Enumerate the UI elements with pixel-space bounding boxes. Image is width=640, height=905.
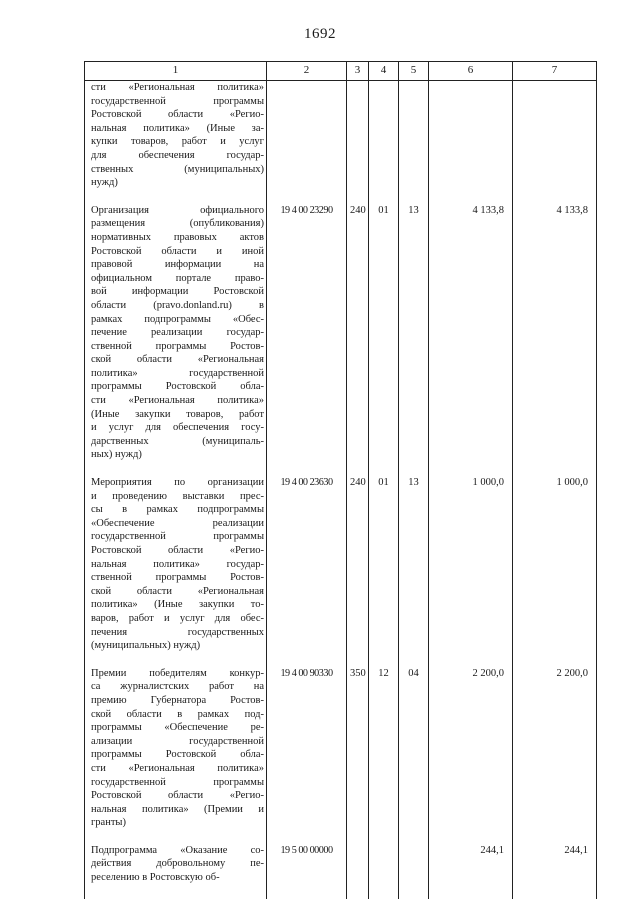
description-line: нальная политика» (Премии и: [91, 803, 264, 815]
description-line: рамках подпрограммы «Обес-: [91, 313, 264, 325]
budget-table: [84, 61, 597, 899]
description-line: печения государственных: [91, 626, 264, 638]
description-line: варов, работ и услуг для обес-: [91, 612, 264, 624]
row-kcsr-code: 19 5 00 00000: [267, 844, 347, 899]
header-col-sum2: 7: [513, 62, 597, 81]
row-vr-code: [347, 844, 369, 899]
description-line: гранты): [91, 817, 126, 829]
description-line: дарственных (муниципаль-: [91, 435, 264, 447]
description-line: официальном портале право-: [91, 272, 264, 284]
description-line: государственной программы: [91, 776, 264, 788]
row-vr-code: [347, 81, 369, 204]
row-description: [85, 844, 267, 899]
description-line: сти «Региональная политика»: [91, 762, 264, 774]
description-line: политика» (Иные закупки то-: [91, 599, 264, 611]
description-line: Ростовской области «Регио-: [91, 109, 264, 121]
description-line: купки товаров, работ и услуг: [91, 136, 264, 148]
table-body: [85, 81, 597, 899]
description-line: нальная политика» (Иные за-: [91, 122, 264, 134]
row-kcsr-code: 19 4 00 23290: [267, 204, 347, 476]
table-row: [85, 476, 597, 667]
description-line: Премии победителям конкур-: [91, 667, 264, 679]
description-line: печение реализации государ-: [91, 327, 264, 339]
row-amount-2: 4 133,8: [513, 204, 597, 476]
description-line: правовой информации на: [91, 259, 264, 271]
table-row: [85, 844, 597, 899]
description-line: (Иные закупки товаров, работ: [91, 408, 264, 420]
description-line: вой информации Ростовской: [91, 286, 264, 298]
description-line: области (pravo.donland.ru) в: [91, 299, 264, 311]
row-description: [85, 476, 267, 667]
row-amount-1: 4 133,8: [429, 204, 513, 476]
row-pr-code: [399, 844, 429, 899]
row-amount-2: 1 000,0: [513, 476, 597, 667]
description-line: ской области в рамках под-: [91, 708, 264, 720]
row-description: [85, 204, 267, 476]
description-line: «Обеспечение реализации: [91, 517, 264, 529]
row-amount-1: 2 200,0: [429, 667, 513, 844]
description-line: программы Ростовской обла-: [91, 749, 264, 761]
row-rz-code: [369, 81, 399, 204]
description-line: ственных (муниципальных): [91, 163, 264, 175]
row-kcsr-code: [267, 81, 347, 204]
row-pr-code: 04: [399, 667, 429, 844]
row-amount-2: 2 200,0: [513, 667, 597, 844]
header-col-name: 1: [85, 62, 267, 81]
description-line: государственной программы: [91, 531, 264, 543]
description-line: политика» государственной: [91, 367, 264, 379]
header-row: [85, 62, 597, 81]
description-line: Ростовской области и иной: [91, 245, 264, 257]
row-pr-code: [399, 81, 429, 204]
row-kcsr-code: 19 4 00 23630: [267, 476, 347, 667]
description-line: и проведению выставки прес-: [91, 490, 264, 502]
description-line: ской области «Региональная: [91, 585, 264, 597]
description-line: и услуг для обеспечения госу-: [91, 422, 264, 434]
table-row: [85, 81, 597, 204]
table-row: [85, 204, 597, 476]
description-line: ализации государственной: [91, 735, 264, 747]
description-line: для обеспечения государ-: [91, 149, 264, 161]
header-col-vr: 3: [347, 62, 369, 81]
row-rz-code: [369, 844, 399, 899]
row-pr-code: 13: [399, 476, 429, 667]
row-pr-code: 13: [399, 204, 429, 476]
row-description: [85, 667, 267, 844]
row-amount-1: [429, 81, 513, 204]
row-kcsr-code: 19 4 00 90330: [267, 667, 347, 844]
header-col-sum1: 6: [429, 62, 513, 81]
description-line: Ростовской области «Регио-: [91, 545, 264, 556]
description-line: действия добровольному пе-: [91, 858, 264, 870]
description-line: ных) нужд): [91, 449, 142, 461]
description-line: сти «Региональная политика»: [91, 82, 264, 93]
description-line: нужд): [91, 177, 118, 189]
row-amount-2: [513, 81, 597, 204]
description-line: Ростовской области «Регио-: [91, 790, 264, 802]
description-line: ской области «Региональная: [91, 354, 264, 366]
row-rz-code: 01: [369, 476, 399, 667]
row-rz-code: 12: [369, 667, 399, 844]
description-line: премию Губернатора Ростов-: [91, 694, 264, 706]
table-row: [85, 667, 597, 844]
page-number: 1692: [304, 26, 336, 42]
description-line: ственной программы Ростов-: [91, 572, 264, 584]
row-vr-code: 240: [347, 476, 369, 667]
row-vr-code: 350: [347, 667, 369, 844]
description-line: нальная политика» государ-: [91, 558, 264, 570]
description-line: Подпрограмма «Оказание со-: [91, 844, 264, 856]
header-col-rz: 4: [369, 62, 399, 81]
header-col-pr: 5: [399, 62, 429, 81]
description-line: са журналистских работ на: [91, 681, 264, 693]
row-amount-1: 1 000,0: [429, 476, 513, 667]
description-line: сы в рамках подпрограммы: [91, 504, 264, 516]
description-line: программы «Обеспечение ре-: [91, 722, 264, 734]
row-description: [85, 81, 267, 204]
description-line: реселению в Ростовскую об-: [91, 872, 220, 884]
description-line: сти «Региональная политика»: [91, 395, 264, 407]
description-line: нормативных правовых актов: [91, 231, 264, 243]
description-line: программы Ростовской обла-: [91, 381, 264, 393]
row-amount-2: 244,1: [513, 844, 597, 899]
description-line: Мероприятия по организации: [91, 477, 264, 489]
description-line: (муниципальных) нужд): [91, 640, 201, 652]
table-header: [85, 62, 597, 81]
header-col-kcsr: 2: [267, 62, 347, 81]
row-vr-code: 240: [347, 204, 369, 476]
description-line: ственной программы Ростов-: [91, 340, 264, 352]
description-line: государственной программы: [91, 95, 264, 107]
row-amount-1: 244,1: [429, 844, 513, 899]
description-line: Организация официального: [91, 204, 264, 216]
description-line: размещения (опубликования): [91, 218, 264, 230]
row-rz-code: 01: [369, 204, 399, 476]
